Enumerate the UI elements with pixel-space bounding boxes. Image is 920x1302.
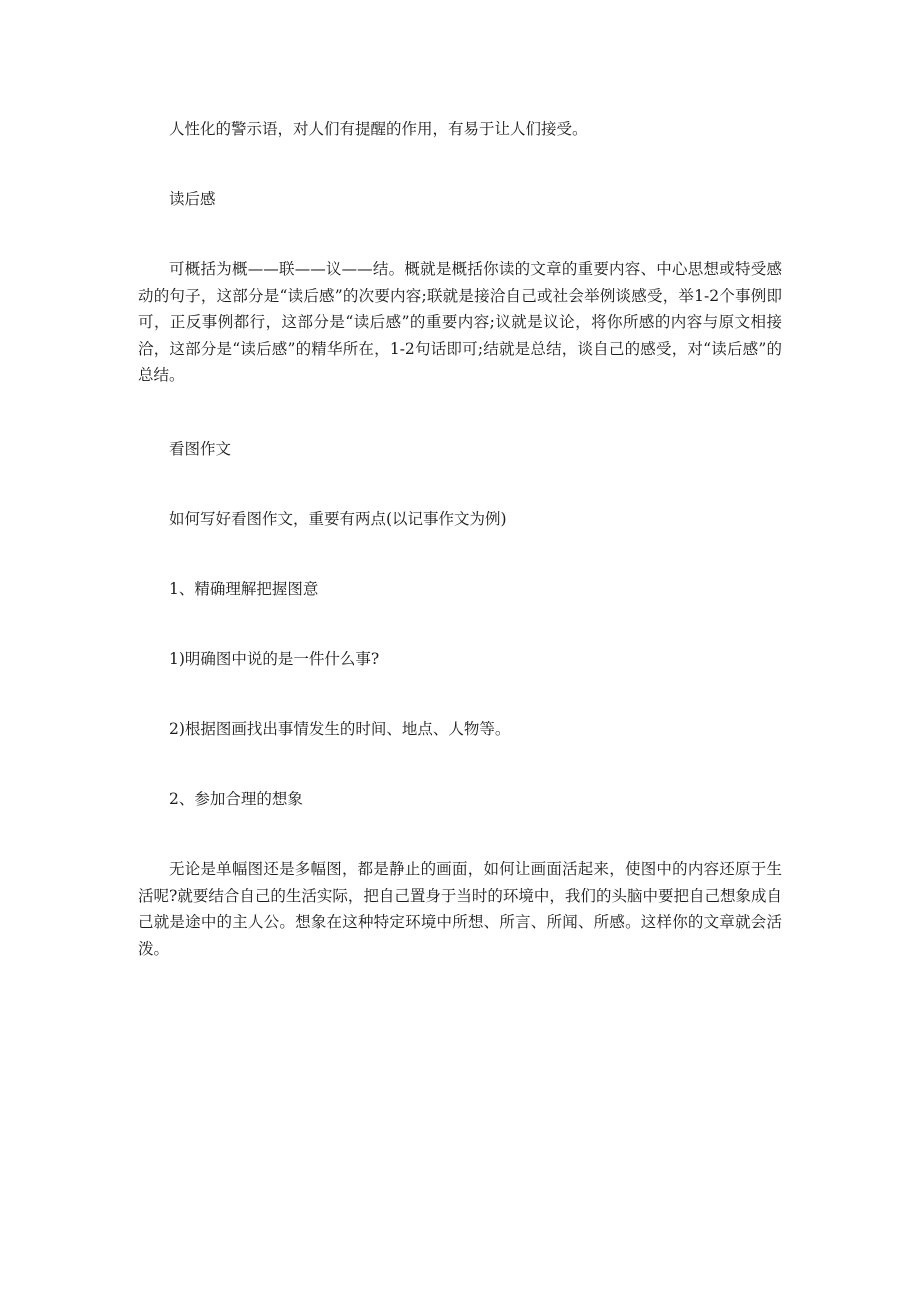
point-one-sub-2: 2)根据图画找出事情发生的时间、地点、人物等。 (169, 720, 511, 738)
point-one-sub-1: 1)明确图中说的是一件什么事? (169, 650, 380, 668)
paragraph-imagination: 无论是单幅图还是多幅图，都是静止的画面，如何让画面活起来，使图中的内容还原于生活呢?就要结合自己的生活实际，把自己置身于当时的环境中，我们的头脑中要把自己想象成自己就是途中的主人公。想象在这种特定环境中所想、所言、所闻、所感。这样你的文章就会活泼。 (138, 860, 782, 958)
heading-picture-composition: 看图作文 (169, 440, 232, 458)
point-two-heading: 2、参加合理的想象 (169, 790, 303, 808)
heading-reading-reflection: 读后感 (169, 190, 216, 208)
paragraph-warning-slogan: 人性化的警示语，对人们有提醒的作用，有易于让人们接受。 (169, 120, 588, 138)
point-one-heading: 1、精确理解把握图意 (169, 580, 319, 598)
paragraph-reading-reflection: 可概括为概——联——议——结。概就是概括你读的文章的重要内容、中心思想或特受感动的句子，这部分是“读后感”的次要内容;联就是接洽自己或社会举例谈感受，举1-2个事例即可，正反事例都行，这部分是“读后感”的重要内容;议就是议论，将你所感的内容与原文相接洽，这部分是“读后感”的精华所在，1-2句话即可;结就是总结，谈自己的感受，对“读后感”的总结。 (138, 260, 782, 384)
paragraph-how-to-write: 如何写好看图作文，重要有两点(以记事作文为例) (169, 510, 507, 528)
